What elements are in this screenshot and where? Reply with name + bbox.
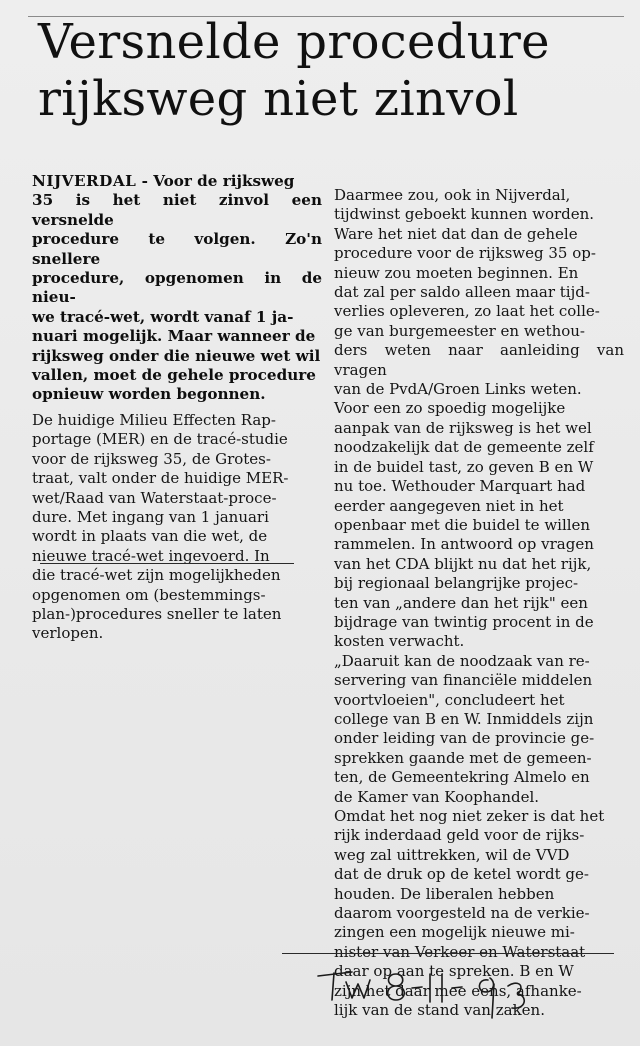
- left-column-end-rule: [40, 563, 294, 564]
- headline-line-2: rijksweg niet zinvol: [38, 71, 519, 127]
- right-paragraph-4: Omdat het nog niet zeker is dat het rijk inderdaad geld voor de rijks- weg zal uittrekken, wil de VVD dat de druk op de ketel wordt ge- houden. De liberalen hebben daarom voorgesteld na de verkie- zingen een mogelijk nieuwe mi- nister van Verkeer en Waterstaat daar op aan te spreken. B en W zijn het daar mee eens, afhanke- lijk van de stand van zaken.: [334, 807, 605, 1020]
- left-body-paragraph: De huidige Milieu Effecten Rap- portage (MER) en de tracé-studie voor de rijksweg 35, de Grotes- traat, valt onder de huidige MER- wet/Raad van Waterstaat-proce- dure. Met ingang van 1 januari wordt in plaats van die wet, de nieuwe tracé-wet ingevoerd. In die tracé-wet zijn mogelijkheden opgenomen om (bestemmings- plan-)procedures sneller te laten verlopen.: [32, 410, 289, 643]
- headline-line-1: Versnelde procedure: [38, 14, 550, 70]
- left-column: [32, 172, 322, 644]
- dateline: NIJVERDAL: [32, 172, 137, 190]
- handwritten-date-note: [312, 956, 572, 1036]
- right-column: [334, 186, 624, 1020]
- lead-paragraph: [32, 172, 322, 405]
- lead-text: Voor de rijksweg 35 is het niet zinvol een versnelde procedure te volgen. Zo'n snellere procedure, opgenomen in de nieu- we tracé-wet, wordt vanaf 1 ja- nuari mogelijk. Maar wanneer de rijksweg onder die nieuwe wet wil vallen, moet de gehele procedure opnieuw worden begonnen.: [32, 172, 322, 404]
- right-column-end-rule: [282, 953, 614, 954]
- headline: [38, 14, 618, 128]
- dateline-separator: -: [136, 172, 154, 190]
- right-paragraph-2: Voor een zo spoedig mogelijke aanpak van de rijksweg is het wel noodzakelijk dat de gemeente zelf in de buidel tast, zo geven B en W nu toe. Wethouder Marquart had eerder aangegeven niet in het openbaar met die buidel te willen rammelen. In antwoord op vragen van het CDA blijkt nu dat het rijk, bij regionaal belangrijke projec- ten van „andere dan het rijk" een bijdrage van twintig procent in de kosten verwacht.: [334, 399, 594, 651]
- right-paragraph-3: „Daaruit kan de noodzaak van re- servering van financiële middelen voortvloeien", concludeert het college van B en W. Inmiddels zijn onder leiding van de provincie ge- sprekken gaande met de gemeen- ten, de Gemeentekring Almelo en de Kamer van Koophandel.: [334, 651, 595, 806]
- right-paragraph-1: Daarmee zou, ook in Nijverdal, tijdwinst geboekt kunnen worden. Ware het niet dat dan de gehele procedure voor de rijksweg 35 op- nieuw zou moeten beginnen. En dat zal per saldo alleen maar tijd- verlies opleveren, zo laat het colle- ge van burgemeester en wethou- ders weten naar aanleiding van vragen van de PvdA/Groen Links weten.: [334, 186, 624, 399]
